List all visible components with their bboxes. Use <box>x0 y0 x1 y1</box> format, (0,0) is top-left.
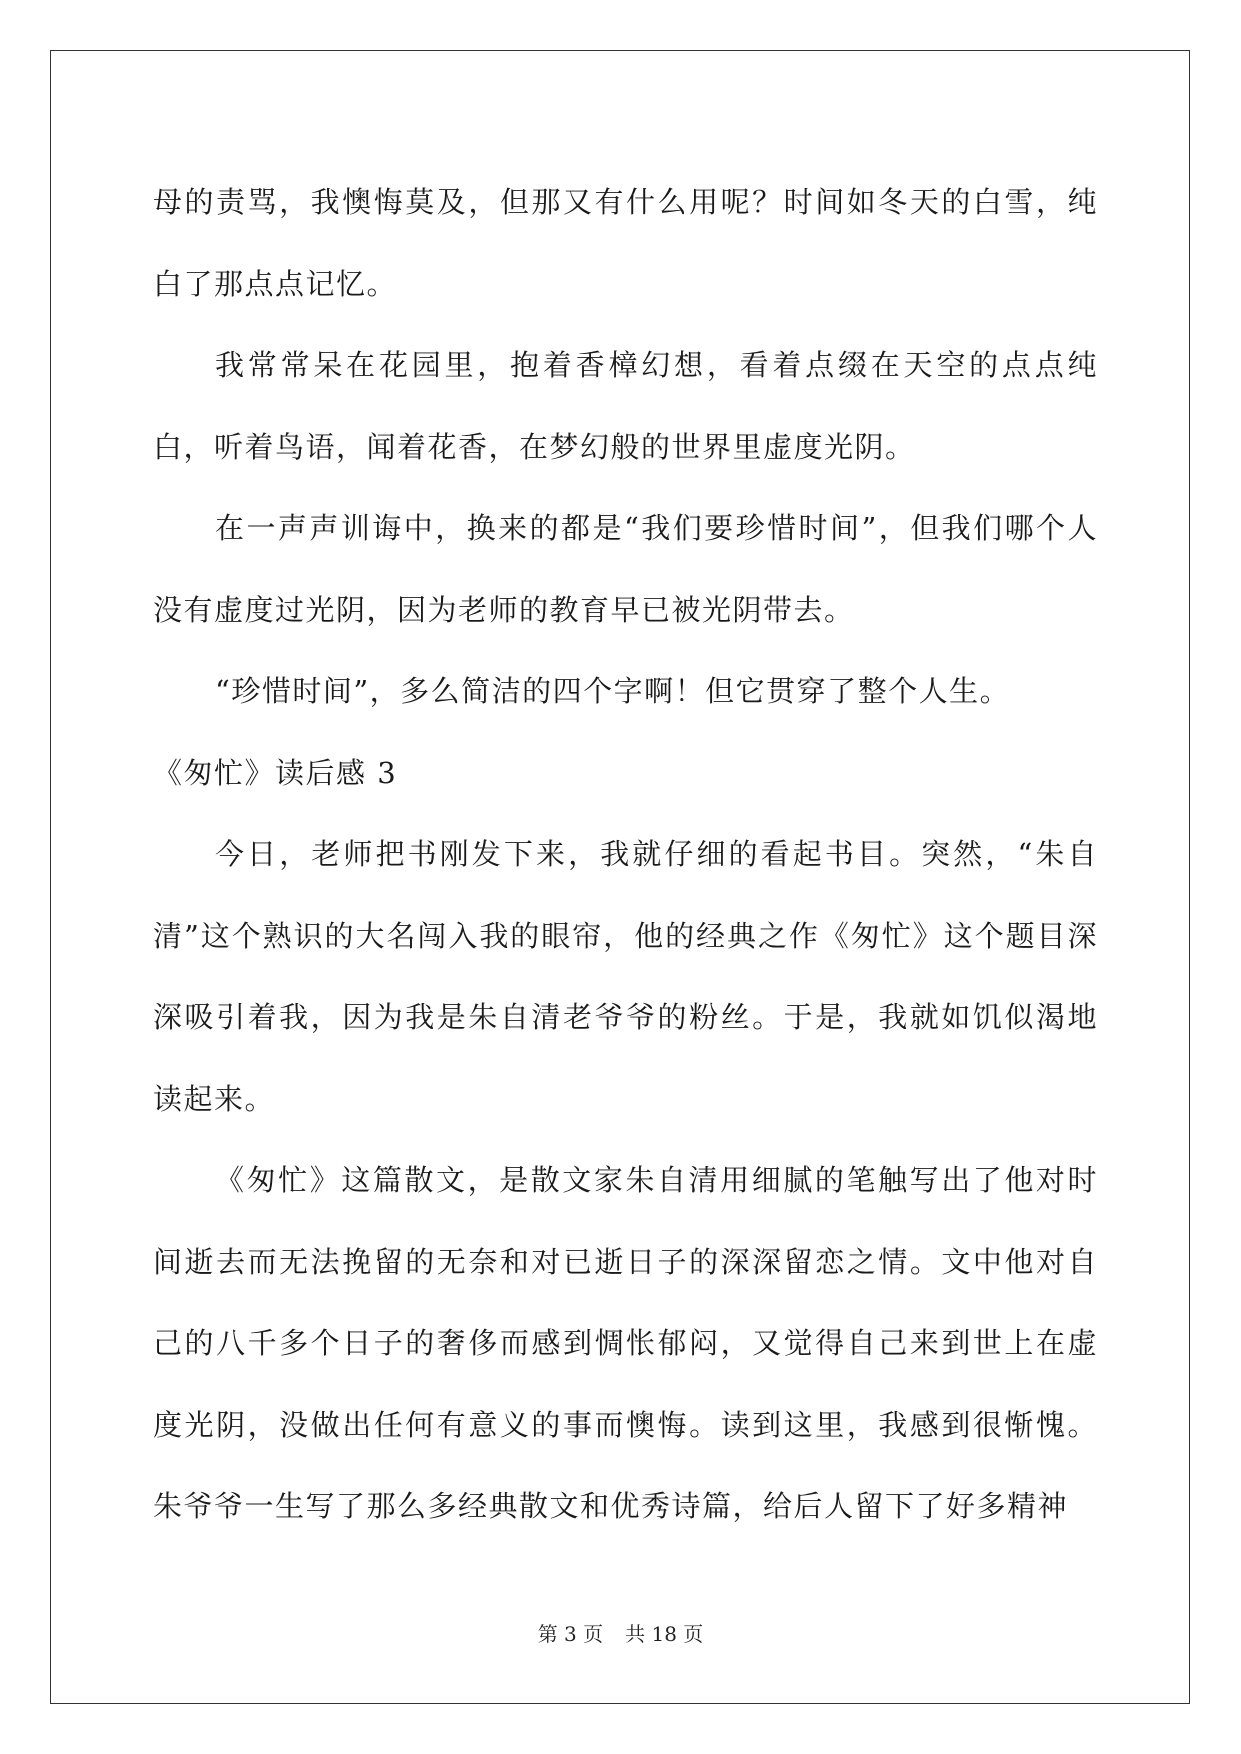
paragraph: 《匆忙》这篇散文，是散文家朱自清用细腻的笔触写出了他对时间逝去而无法挽留的无奈和对已逝日子的深深留恋之情。文中他对自己的八千多个日子的奢侈而感到惆怅郁闷，又觉得自己来到世上在虚度光阴，没做出任何有意义的事而懊悔。读到这里，我感到很惭愧。朱爷爷一生写了那么多经典散文和优秀诗篇，给后人留下了好多精神 <box>153 1163 1098 1523</box>
paragraph: “珍惜时间”，多么简洁的四个字啊！但它贯穿了整个人生。 <box>215 674 1011 708</box>
paragraph: 在一声声训诲中，换来的都是“我们要珍惜时间”，但我们哪个人没有虚度过光阴，因为老师的教育早已被光阴带去。 <box>153 511 1098 627</box>
document-body <box>153 162 1098 1548</box>
total-page-count: 共 18 页 <box>625 1622 704 1646</box>
paragraph: 今日，老师把书刚发下来，我就仔细的看起书目。突然，“朱自清”这个熟识的大名闯入我的眼帘，他的经典之作《匆忙》这个题目深深吸引着我，因为我是朱自清老爷爷的粉丝。于是，我就如饥似渴地读起来。 <box>153 837 1098 1116</box>
paragraph-continuation: 母的责骂，我懊悔莫及，但那又有什么用呢？时间如冬天的白雪，纯白了那点点记忆。 <box>153 185 1098 301</box>
current-page-number: 第 3 页 <box>537 1622 604 1646</box>
paragraph: 我常常呆在花园里，抱着香樟幻想，看着点缀在天空的点点纯白，听着鸟语，闻着花香，在梦幻般的世界里虚度光阴。 <box>153 348 1098 464</box>
page-footer <box>0 1618 1241 1647</box>
section-heading: 《匆忙》读后感 3 <box>153 755 398 790</box>
